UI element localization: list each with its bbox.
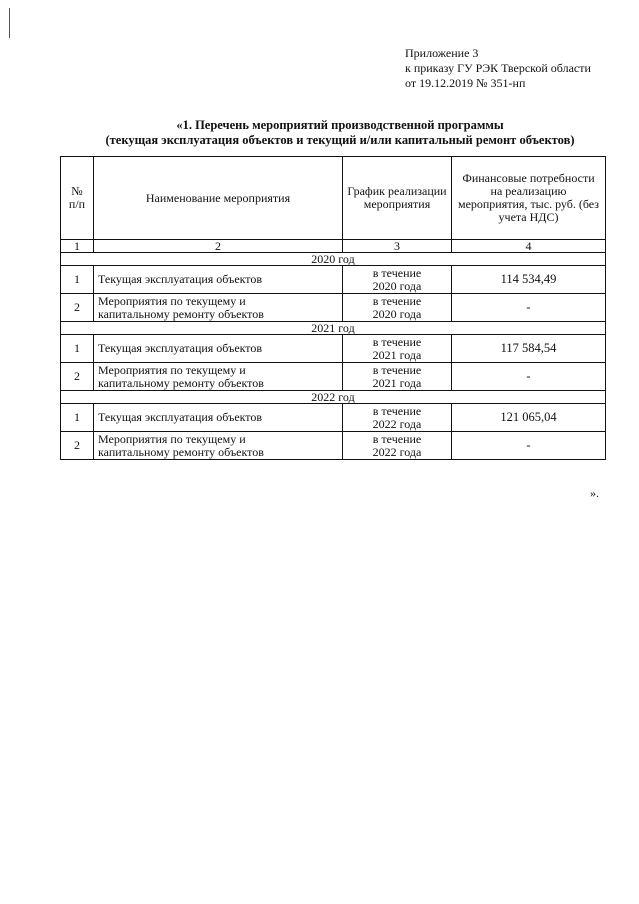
row-name: Текущая эксплуатация объектов [94,404,343,432]
name-line: Мероприятия по текущему и [98,293,246,308]
column-number: 2 [94,240,343,253]
row-amount: - [452,432,606,460]
row-num: 2 [61,294,94,322]
row-name [94,363,343,391]
table-row [61,432,606,460]
table-row [61,294,606,322]
schedule-line: 2020 года [372,306,422,321]
column-number: 3 [343,240,452,253]
row-num: 1 [61,266,94,294]
name-line: Мероприятия по текущему и [98,362,246,377]
table-row [61,404,606,432]
schedule-line: в течение [372,362,422,377]
row-amount: 114 534,49 [452,266,606,294]
appendix-line-1: Приложение 3 [405,46,479,60]
document-title [60,118,620,148]
schedule-line: в течение [372,293,422,308]
column-number-row [61,240,606,253]
row-num: 1 [61,335,94,363]
schedule-line: 2022 года [372,444,422,459]
year-row-2021 [61,322,606,335]
closing-quote-mark: ». [590,486,599,500]
table-row [61,266,606,294]
header-num: № п/п [61,157,94,240]
row-name [94,432,343,460]
header-finance: Финансовые потребности на реализацию мероприятия, тыс. руб. (без учета НДС) [452,157,606,240]
title-line-1: «1. Перечень мероприятий производственной программы [176,118,504,132]
row-schedule [343,294,452,322]
row-schedule [343,404,452,432]
appendix-reference [405,46,591,91]
row-schedule [343,266,452,294]
appendix-line-2: к приказу ГУ РЭК Тверской области [405,61,591,75]
table-header-row [61,157,606,240]
row-schedule [343,432,452,460]
scan-edge-mark [9,8,10,38]
row-amount: - [452,363,606,391]
year-label: 2022 год [61,391,606,404]
schedule-line: в течение [372,334,422,349]
schedule-line: 2021 года [372,375,422,390]
header-name: Наименование мероприятия [94,157,343,240]
year-row-2020 [61,253,606,266]
row-schedule [343,335,452,363]
table-row [61,363,606,391]
header-schedule: График реализации мероприятия [343,157,452,240]
column-number: 1 [61,240,94,253]
row-num: 2 [61,432,94,460]
appendix-line-3: от 19.12.2019 № 351-нп [405,76,526,90]
row-amount: - [452,294,606,322]
year-label: 2021 год [61,322,606,335]
row-num: 2 [61,363,94,391]
name-line: капитальному ремонту объектов [98,306,264,321]
year-label: 2020 год [61,253,606,266]
schedule-line: в течение [372,265,422,280]
row-name [94,294,343,322]
year-row-2022 [61,391,606,404]
schedule-line: 2022 года [372,416,422,431]
schedule-line: в течение [372,403,422,418]
schedule-line: 2020 года [372,278,422,293]
name-line: Мероприятия по текущему и [98,431,246,446]
table-row [61,335,606,363]
row-name: Текущая эксплуатация объектов [94,335,343,363]
schedule-line: 2021 года [372,347,422,362]
row-num: 1 [61,404,94,432]
name-line: капитальному ремонту объектов [98,375,264,390]
row-name: Текущая эксплуатация объектов [94,266,343,294]
row-schedule [343,363,452,391]
measures-table [60,156,606,460]
row-amount: 121 065,04 [452,404,606,432]
schedule-line: в течение [372,431,422,446]
row-amount: 117 584,54 [452,335,606,363]
title-line-2: (текущая эксплуатация объектов и текущий и/или капитальный ремонт объектов) [105,133,575,147]
name-line: капитальному ремонту объектов [98,444,264,459]
column-number: 4 [452,240,606,253]
